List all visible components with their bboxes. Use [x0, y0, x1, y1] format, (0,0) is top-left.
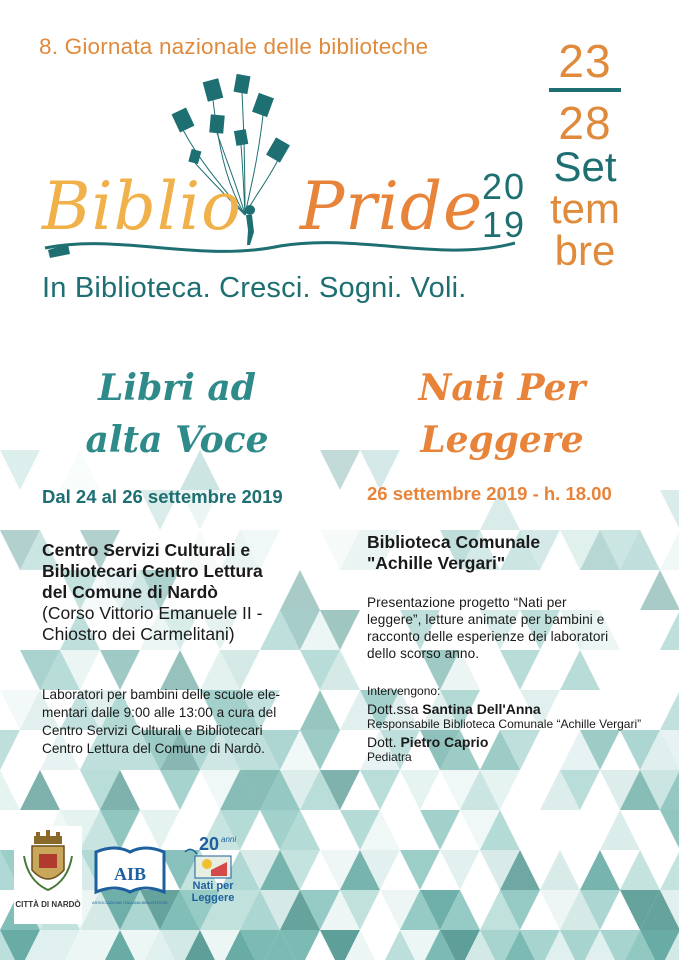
nardo-coat-of-arms-icon	[14, 826, 82, 898]
right-desc-line-2: leggere”, letture animate per bambini e	[367, 612, 605, 627]
left-title-line-1: Libri ad	[98, 367, 256, 409]
background-triangle	[400, 850, 440, 890]
left-desc-line-1: Laboratori per bambini delle scuole ele-	[42, 687, 281, 702]
background-triangle	[0, 770, 20, 810]
left-title-line-2: alta Voce	[85, 419, 269, 461]
npl-label-line-1: Nati per	[192, 880, 234, 892]
right-desc-line-3: racconto delle esperienze dei laboratori	[367, 629, 609, 644]
left-venue	[42, 540, 342, 645]
left-event-date: Dal 24 al 26 settembre 2019	[42, 486, 283, 507]
aib-logo	[90, 842, 170, 912]
speaker-1-prefix: Dott.ssa	[367, 701, 423, 717]
background-triangle	[660, 610, 679, 650]
left-venue-line-3: del Comune di Nardò	[42, 582, 218, 602]
npl-logo	[181, 832, 245, 880]
background-triangle	[580, 850, 620, 890]
background-triangle	[660, 850, 679, 890]
npl-label	[181, 880, 245, 904]
background-triangle	[660, 490, 679, 530]
right-title-line-1: Nati Per	[418, 367, 586, 409]
end-day: 28	[558, 97, 612, 149]
npl-label-line-2: Leggere	[191, 892, 235, 904]
background-triangle	[540, 850, 580, 890]
background-triangle	[420, 810, 460, 850]
background-triangle	[160, 770, 200, 810]
left-venue-line-4: (Corso Vittorio Emanuele II -	[42, 603, 263, 623]
event-date-range	[540, 35, 630, 274]
left-desc-line-3: Centro Servizi Culturali e Bibliotecari	[42, 723, 263, 738]
date-separator	[549, 88, 621, 92]
aib-book-icon	[90, 842, 170, 912]
left-section-title	[62, 362, 292, 466]
month-part-3: bre	[554, 227, 616, 274]
speakers-list	[367, 684, 667, 765]
left-venue-line-2: Bibliotecari Centro Lettura	[42, 561, 263, 581]
nardo-logo-card	[14, 826, 82, 924]
nardo-label: CITTÀ DI NARDÒ	[15, 900, 81, 909]
month-part-1: Set	[553, 143, 617, 190]
speaker-1-name: Santina Dell'Anna	[422, 701, 541, 717]
year-line-1: 20	[482, 166, 527, 207]
aib-text: AIB	[113, 864, 147, 884]
logo-word-pride: Pride	[299, 168, 484, 245]
right-venue-line-1: Biblioteca Comunale	[367, 532, 541, 552]
right-description	[367, 594, 652, 662]
bibliopride-logo	[42, 168, 483, 245]
logo-word-biblio: Biblio	[42, 168, 242, 245]
npl-anniversary-number: 20	[199, 834, 220, 854]
background-triangle	[100, 650, 140, 690]
npl-child-reading-icon	[181, 832, 245, 880]
speaker-2-prefix: Dott.	[367, 734, 401, 750]
speaker-2-name: Pietro Caprio	[400, 734, 489, 750]
background-triangle	[360, 770, 400, 810]
aib-subtitle: ASSOCIAZIONE ITALIANA BIBLIOTECHE	[92, 900, 168, 905]
tagline: In Biblioteca. Cresci. Sogni. Voli.	[42, 272, 467, 304]
background-triangle	[160, 650, 200, 690]
background-triangle	[600, 810, 640, 850]
right-venue-line-2: "Achille Vergari"	[367, 553, 506, 573]
right-title-line-2: Leggere	[420, 419, 584, 461]
month-part-2: tem	[549, 185, 620, 232]
right-desc-line-4: dello scorso anno.	[367, 646, 480, 661]
background-triangle	[320, 450, 360, 490]
right-section-title	[392, 362, 612, 466]
year-line-2: 19	[482, 204, 527, 245]
right-desc-line-1: Presentazione progetto “Nati per	[367, 595, 567, 610]
event-title: 8. Giornata nazionale delle biblioteche	[39, 34, 429, 59]
left-venue-line-5: Chiostro dei Carmelitani)	[42, 624, 235, 644]
start-day: 23	[558, 35, 612, 87]
logo-year	[482, 168, 526, 244]
background-triangle	[0, 730, 20, 770]
left-description	[42, 686, 332, 758]
left-venue-line-1: Centro Servizi Culturali e	[42, 540, 251, 560]
speaker-1-role: Responsabile Biblioteca Comunale “Achille Vergari”	[367, 717, 642, 731]
background-triangle	[660, 810, 679, 850]
background-triangle	[20, 770, 60, 810]
speaker-2-role: Pediatra	[367, 750, 412, 764]
background-triangle	[0, 450, 40, 490]
background-triangle	[440, 850, 480, 890]
background-triangle	[660, 530, 679, 570]
left-desc-line-4: Centro Lettura del Comune di Nardò.	[42, 741, 265, 756]
background-triangle	[620, 850, 660, 890]
background-triangle	[400, 770, 440, 810]
npl-anniversary-word: anni	[221, 835, 237, 844]
left-desc-line-2: mentari dalle 9:00 alle 13:00 a cura del	[42, 705, 277, 720]
speakers-intro: Intervengono:	[367, 684, 441, 698]
right-venue	[367, 532, 657, 574]
right-event-date: 26 settembre 2019 - h. 18.00	[367, 483, 612, 504]
